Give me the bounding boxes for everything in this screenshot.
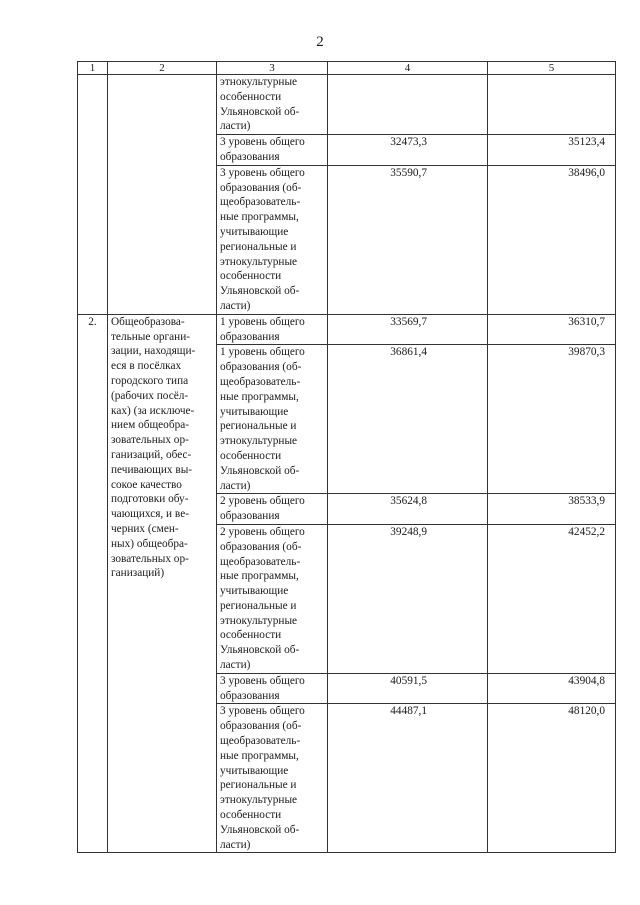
- value-col4-cell: 36861,4: [328, 345, 488, 494]
- value-col5-cell: 48120,0: [488, 704, 616, 853]
- value-col4-cell: 40591,5: [328, 673, 488, 704]
- level-cell: 1 уровень общего образования (об- щеобразователь- ные программы, учитывающие региональные и этнокультурные особенности Ульяновской об- ласти): [217, 345, 328, 494]
- level-cell: 3 уровень общего образования (об- щеобразователь- ные программы, учитывающие региональные и этнокультурные особенности Ульяновской об- ласти): [217, 704, 328, 853]
- level-cell: 2 уровень общего образования (об- щеобразователь- ные программы, учитывающие региональные и этнокультурные особенности Ульяновской об- ласти): [217, 524, 328, 673]
- table-body: [78, 75, 616, 853]
- value-col5-cell: 42452,2: [488, 524, 616, 673]
- value-col5-cell: [488, 75, 616, 135]
- continued-name-cell: [108, 75, 217, 315]
- level-cell: 3 уровень общего образования: [217, 673, 328, 704]
- table-row-section-2: [78, 314, 616, 345]
- value-col4-cell: 35590,7: [328, 165, 488, 314]
- header-col-3: 3: [217, 62, 328, 75]
- value-col4-cell: 35624,8: [328, 494, 488, 525]
- value-col4-cell: [328, 75, 488, 135]
- table-row-continuation: [78, 75, 616, 135]
- normatives-table: [77, 61, 616, 853]
- header-col-5: 5: [488, 62, 616, 75]
- value-col4-cell: 44487,1: [328, 704, 488, 853]
- organization-type-cell: Общеобразова- тельные органи- зации, находящи- еся в посёлках городского типа (рабочих посёл- ках) (за исключе- нием общеобра- зовательных ор- ганизаций, обес- печивающих вы- сокое качество подготовки обу- чающихся, и ве- черних (смен- ных) общеобра- зовательных ор- ганизаций): [108, 314, 217, 853]
- header-col-4: 4: [328, 62, 488, 75]
- section-number-cell: 2.: [78, 314, 108, 853]
- continued-number-cell: [78, 75, 108, 315]
- level-cell: этнокультурные особенности Ульяновской об- ласти): [217, 75, 328, 135]
- table-header: [78, 62, 616, 75]
- value-col5-cell: 35123,4: [488, 135, 616, 166]
- value-col5-cell: 38496,0: [488, 165, 616, 314]
- level-cell: 2 уровень общего образования: [217, 494, 328, 525]
- header-row: [78, 62, 616, 75]
- value-col5-cell: 43904,8: [488, 673, 616, 704]
- value-col5-cell: 38533,9: [488, 494, 616, 525]
- value-col4-cell: 39248,9: [328, 524, 488, 673]
- value-col4-cell: 32473,3: [328, 135, 488, 166]
- value-col4-cell: 33569,7: [328, 314, 488, 345]
- page-number: 2: [316, 34, 324, 50]
- value-col5-cell: 36310,7: [488, 314, 616, 345]
- value-col5-cell: 39870,3: [488, 345, 616, 494]
- header-col-2: 2: [108, 62, 217, 75]
- level-cell: 1 уровень общего образования: [217, 314, 328, 345]
- header-col-1: 1: [78, 62, 108, 75]
- level-cell: 3 уровень общего образования: [217, 135, 328, 166]
- level-cell: 3 уровень общего образования (об- щеобразователь- ные программы, учитывающие региональные и этнокультурные особенности Ульяновской об- ласти): [217, 165, 328, 314]
